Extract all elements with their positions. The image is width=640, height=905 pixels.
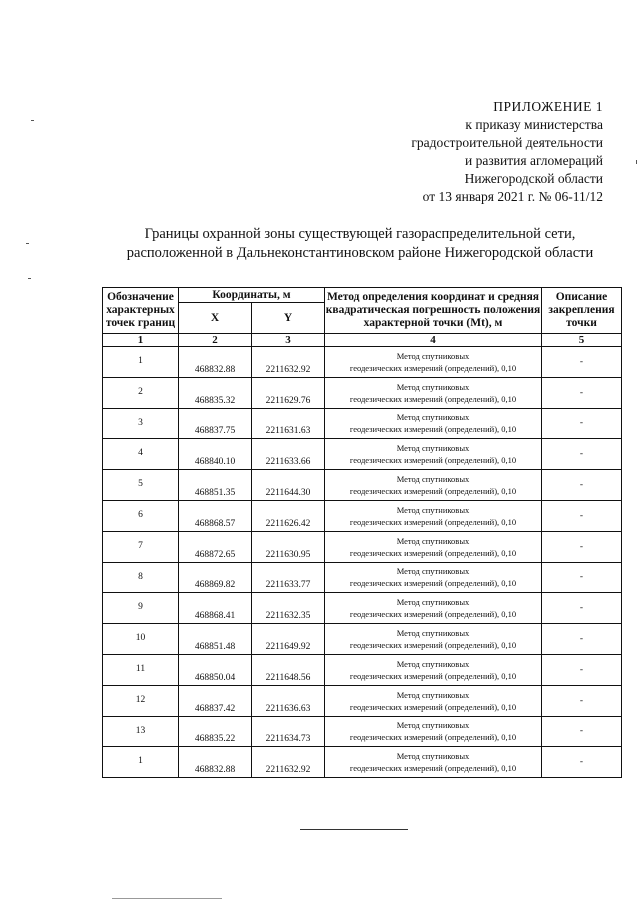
point-designation: 8	[103, 562, 179, 593]
scan-mark	[636, 160, 637, 164]
method-line-1: Метод спутниковых	[396, 504, 470, 515]
method-description	[325, 654, 542, 685]
point-designation: 6	[103, 500, 179, 531]
point-designation: 1	[103, 347, 179, 378]
method-description	[325, 500, 542, 531]
x-coordinate: 468868.57	[179, 500, 252, 531]
method-line-2: геодезических измерений (определений), 0,10	[349, 393, 517, 404]
scan-mark	[28, 278, 31, 279]
method-line-1: Метод спутниковых	[396, 597, 470, 608]
title-line-1: Границы охранной зоны существующей газораспределительной сети,	[144, 226, 576, 242]
x-coordinate: 468872.65	[179, 531, 252, 562]
x-coordinate: 468851.48	[179, 624, 252, 655]
table-row	[103, 593, 622, 624]
method-line-2: геодезических измерений (определений), 0,10	[349, 609, 517, 620]
y-coordinate: 2211632.92	[252, 347, 325, 378]
coordinates-table	[102, 287, 622, 778]
fixing-description: -	[542, 593, 622, 624]
order-date-number: от 13 января 2021 г. № 06-11/12	[422, 189, 603, 204]
x-coordinate: 468835.22	[179, 716, 252, 747]
x-coordinate: 468832.88	[179, 747, 252, 778]
table-row	[103, 685, 622, 716]
fixing-description: -	[542, 500, 622, 531]
x-coordinate: 468837.75	[179, 408, 252, 439]
method-line-2: геодезических измерений (определений), 0,10	[349, 362, 517, 373]
fixing-description: -	[542, 439, 622, 470]
table-row	[103, 562, 622, 593]
point-designation: 3	[103, 408, 179, 439]
method-description	[325, 747, 542, 778]
method-description	[325, 593, 542, 624]
point-designation: 2	[103, 377, 179, 408]
table-row	[103, 377, 622, 408]
method-description	[325, 347, 542, 378]
header-fixing-description: Описание закрепления точки	[542, 288, 622, 334]
fixing-description: -	[542, 624, 622, 655]
y-coordinate: 2211631.63	[252, 408, 325, 439]
document-header	[411, 98, 603, 206]
point-designation: 13	[103, 716, 179, 747]
fixing-description: -	[542, 716, 622, 747]
method-description	[325, 470, 542, 501]
y-coordinate: 2211633.66	[252, 439, 325, 470]
y-coordinate: 2211648.56	[252, 654, 325, 685]
column-number: 5	[542, 334, 622, 347]
method-line-1: Метод спутниковых	[396, 658, 470, 669]
fixing-description: -	[542, 470, 622, 501]
x-coordinate: 468832.88	[179, 347, 252, 378]
method-line-1: Метод спутниковых	[396, 443, 470, 454]
header-point-designation: Обозначение характерных точек границ	[103, 288, 179, 334]
point-designation: 7	[103, 531, 179, 562]
method-line-1: Метод спутниковых	[396, 628, 470, 639]
footer-divider	[300, 829, 408, 830]
method-line-2: геодезических измерений (определений), 0,10	[349, 732, 517, 743]
method-line-2: геодезических измерений (определений), 0,10	[349, 670, 517, 681]
x-coordinate: 468837.42	[179, 685, 252, 716]
column-number: 1	[103, 334, 179, 347]
y-coordinate: 2211644.30	[252, 470, 325, 501]
x-coordinate: 468850.04	[179, 654, 252, 685]
y-coordinate: 2211636.63	[252, 685, 325, 716]
method-line-2: геодезических измерений (определений), 0,10	[349, 455, 517, 466]
method-description	[325, 624, 542, 655]
document-title	[100, 225, 620, 263]
method-line-1: Метод спутниковых	[396, 381, 470, 392]
column-number: 2	[179, 334, 252, 347]
method-description	[325, 685, 542, 716]
method-line-1: Метод спутниковых	[396, 751, 470, 762]
y-coordinate: 2211626.42	[252, 500, 325, 531]
appendix-title: ПРИЛОЖЕНИЕ 1	[493, 99, 603, 114]
header-line: и развития агломераций	[464, 153, 603, 168]
table-row	[103, 716, 622, 747]
y-coordinate: 2211649.92	[252, 624, 325, 655]
method-description	[325, 531, 542, 562]
method-line-1: Метод спутниковых	[396, 474, 470, 485]
x-coordinate: 468869.82	[179, 562, 252, 593]
x-coordinate: 468868.41	[179, 593, 252, 624]
method-line-2: геодезических измерений (определений), 0,10	[349, 424, 517, 435]
method-line-2: геодезических измерений (определений), 0,10	[349, 516, 517, 527]
point-designation: 12	[103, 685, 179, 716]
point-designation: 5	[103, 470, 179, 501]
method-description	[325, 562, 542, 593]
point-designation: 9	[103, 593, 179, 624]
method-line-1: Метод спутниковых	[396, 689, 470, 700]
method-line-2: геодезических измерений (определений), 0,10	[349, 578, 517, 589]
method-line-1: Метод спутниковых	[396, 535, 470, 546]
title-line-2: расположенной в Дальнеконстантиновском районе Нижегородской области	[126, 245, 594, 261]
fixing-description: -	[542, 654, 622, 685]
fixing-description: -	[542, 685, 622, 716]
table-row	[103, 470, 622, 501]
header-coordinates: Координаты, м	[179, 288, 325, 303]
header-x: X	[179, 303, 252, 334]
y-coordinate: 2211633.77	[252, 562, 325, 593]
table-row	[103, 347, 622, 378]
header-line: градостроительной деятельности	[411, 135, 603, 150]
point-designation: 4	[103, 439, 179, 470]
column-number: 3	[252, 334, 325, 347]
y-coordinate: 2211634.73	[252, 716, 325, 747]
method-line-2: геодезических измерений (определений), 0,10	[349, 640, 517, 651]
method-line-1: Метод спутниковых	[396, 720, 470, 731]
column-number: 4	[325, 334, 542, 347]
header-y: Y	[252, 303, 325, 334]
fixing-description: -	[542, 531, 622, 562]
table-row	[103, 654, 622, 685]
fixing-description: -	[542, 562, 622, 593]
header-line: к приказу министерства	[465, 117, 603, 132]
table-row	[103, 500, 622, 531]
y-coordinate: 2211632.35	[252, 593, 325, 624]
table-row	[103, 439, 622, 470]
header-line: Нижегородской области	[464, 171, 603, 186]
method-description	[325, 716, 542, 747]
fixing-description: -	[542, 747, 622, 778]
method-line-2: геодезических измерений (определений), 0,10	[349, 763, 517, 774]
y-coordinate: 2211630.95	[252, 531, 325, 562]
header-method: Метод определения координат и средняя квадратическая погрешность положения характерной точки (Mt), м	[325, 288, 542, 334]
method-description	[325, 377, 542, 408]
point-designation: 1	[103, 747, 179, 778]
method-line-1: Метод спутниковых	[396, 412, 470, 423]
fixing-description: -	[542, 377, 622, 408]
method-description	[325, 439, 542, 470]
scan-mark	[26, 243, 29, 244]
table-row	[103, 624, 622, 655]
y-coordinate: 2211629.76	[252, 377, 325, 408]
x-coordinate: 468835.32	[179, 377, 252, 408]
x-coordinate: 468840.10	[179, 439, 252, 470]
table-row	[103, 747, 622, 778]
fixing-description: -	[542, 408, 622, 439]
method-line-2: геодезических измерений (определений), 0,10	[349, 486, 517, 497]
point-designation: 10	[103, 624, 179, 655]
y-coordinate: 2211632.92	[252, 747, 325, 778]
point-designation: 11	[103, 654, 179, 685]
method-line-2: геодезических измерений (определений), 0,10	[349, 547, 517, 558]
x-coordinate: 468851.35	[179, 470, 252, 501]
scan-mark	[31, 120, 34, 121]
method-line-1: Метод спутниковых	[396, 566, 470, 577]
table-row	[103, 408, 622, 439]
fixing-description: -	[542, 347, 622, 378]
method-line-1: Метод спутниковых	[396, 350, 470, 361]
method-description	[325, 408, 542, 439]
bottom-divider	[112, 898, 222, 899]
table-row	[103, 531, 622, 562]
method-line-2: геодезических измерений (определений), 0,10	[349, 701, 517, 712]
